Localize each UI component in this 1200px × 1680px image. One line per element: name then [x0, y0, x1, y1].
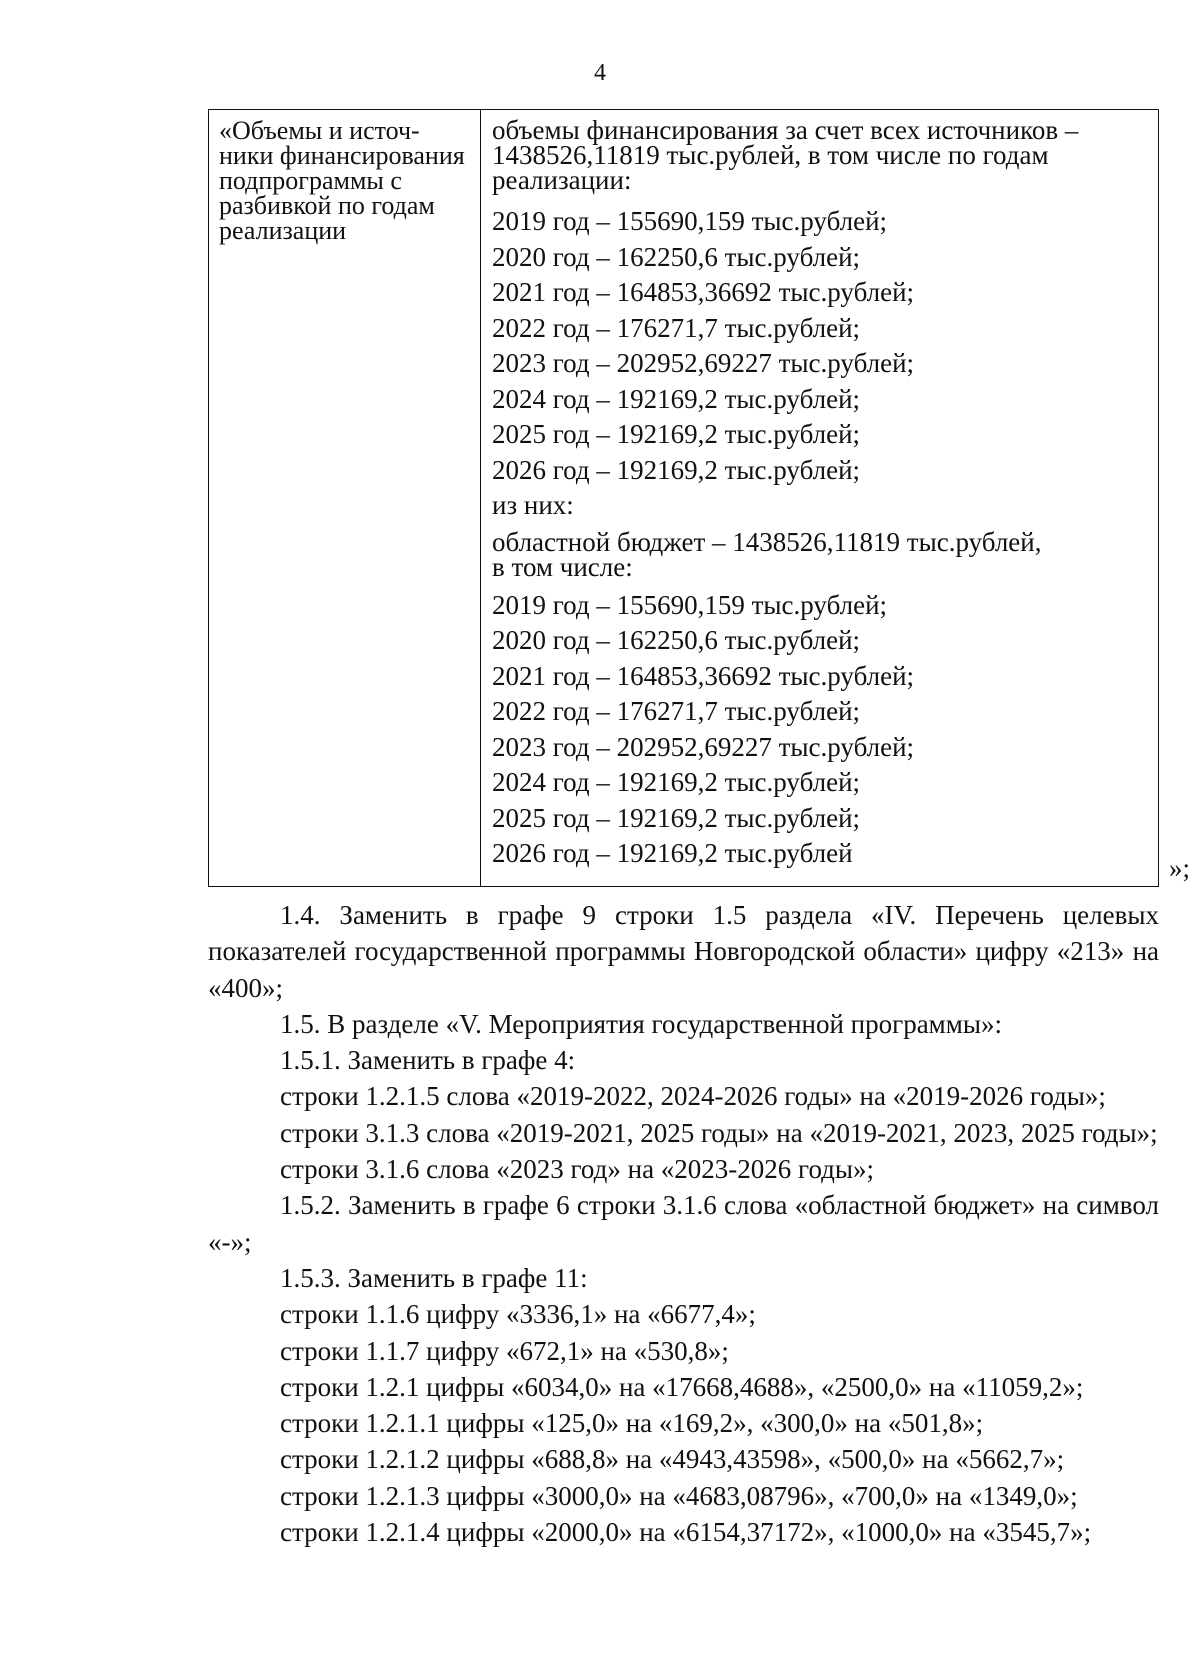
left-cell-line: подпрограммы с — [219, 166, 402, 195]
paragraph: 1.5.1. Заменить в графе 4: — [280, 1045, 576, 1076]
intro-line: 1438526,11819 тыс.рублей, в том числе по годам — [492, 140, 1049, 170]
table-closing-quote: »; — [1169, 853, 1191, 883]
year-oblast-line: 2021 год – 164853,36692 тыс.рублей; — [492, 660, 915, 691]
table-right-cell — [492, 115, 1152, 872]
intro-line: объемы финансирования за счет всех источников – — [492, 115, 1079, 145]
year-oblast-line: 2024 год – 192169,2 тыс.рублей; — [492, 767, 861, 797]
table-column-divider — [480, 110, 481, 886]
left-cell-line: разбивкой по годам — [219, 191, 435, 220]
body-text — [208, 897, 1159, 1550]
year-total-line: 2020 год – 162250,6 тыс.рублей; — [492, 241, 861, 272]
paragraph: 1.4. Заменить в графе 9 строки 1.5 раздела «IV. Перечень целевых показателей государственной программы Новгородской области» цифру «213» на «400»; — [208, 900, 1159, 1003]
oblast-budget — [492, 526, 1152, 582]
paragraph: строки 3.1.3 слова «2019-2021, 2025 годы» на «2019-2021, 2023, 2025 годы»; — [280, 1117, 1158, 1148]
year-oblast-line: 2022 год – 176271,7 тыс.рублей; — [492, 696, 861, 726]
paragraph: 1.5.3. Заменить в графе 11: — [280, 1262, 588, 1293]
year-oblast-line: 2023 год – 202952,69227 тыс.рублей; — [492, 731, 915, 762]
year-total-line: 2025 год – 192169,2 тыс.рублей; — [492, 419, 861, 449]
left-cell-line: ники финансирования — [219, 141, 465, 170]
years-total-list — [492, 204, 1152, 488]
paragraph: строки 1.2.1.1 цифры «125,0» на «169,2», «300,0» на «501,8»; — [280, 1408, 984, 1439]
financing-intro — [492, 115, 1152, 195]
paragraph: 1.5.2. Заменить в графе 6 строки 3.1.6 слова «областной бюджет» на символ «-»; — [208, 1190, 1159, 1257]
paragraph: строки 1.1.6 цифру «3336,1» на «6677,4»; — [280, 1299, 756, 1330]
paragraph: строки 3.1.6 слова «2023 год» на «2023-2026 годы»; — [280, 1154, 875, 1185]
left-cell-line: «Объемы и источ- — [219, 116, 420, 145]
oblast-line: областной бюджет – 1438526,11819 тыс.рублей, — [492, 526, 1042, 557]
page-number: 4 — [594, 60, 606, 86]
paragraph: строки 1.2.1.2 цифры «688,8» на «4943,43598», «500,0» на «5662,7»; — [280, 1444, 1065, 1475]
table-left-cell — [219, 118, 474, 243]
paragraph: строки 1.1.7 цифру «672,1» на «530,8»; — [280, 1335, 729, 1366]
left-cell-line: реализации — [219, 216, 347, 245]
year-oblast-line: 2020 год – 162250,6 тыс.рублей; — [492, 625, 861, 655]
year-total-line: 2023 год – 202952,69227 тыс.рублей; — [492, 348, 915, 378]
paragraph: строки 1.2.1 цифры «6034,0» на «17668,4688», «2500,0» на «11059,2»; — [280, 1371, 1084, 1402]
paragraph: строки 1.2.1.5 слова «2019-2022, 2024-2026 годы» на «2019-2026 годы»; — [280, 1081, 1106, 1112]
intro-line: реализации: — [492, 165, 632, 195]
of-them-label: из них: — [492, 490, 574, 520]
years-oblast-list — [492, 588, 1152, 872]
financing-table — [208, 109, 1159, 887]
year-total-line: 2019 год – 155690,159 тыс.рублей; — [492, 206, 888, 236]
year-total-line: 2022 год – 176271,7 тыс.рублей; — [492, 312, 861, 343]
year-total-line: 2024 год – 192169,2 тыс.рублей; — [492, 383, 861, 414]
year-oblast-line: 2026 год – 192169,2 тыс.рублей — [492, 838, 853, 868]
year-oblast-line: 2019 год – 155690,159 тыс.рублей; — [492, 589, 888, 620]
year-total-line: 2026 год – 192169,2 тыс.рублей; — [492, 454, 861, 485]
year-total-line: 2021 год – 164853,36692 тыс.рублей; — [492, 277, 915, 307]
paragraph: строки 1.2.1.4 цифры «2000,0» на «6154,37172», «1000,0» на «3545,7»; — [280, 1517, 1092, 1548]
year-oblast-line: 2025 год – 192169,2 тыс.рублей; — [492, 802, 861, 833]
paragraph: 1.5. В разделе «V. Мероприятия государственной программы»: — [280, 1008, 1002, 1039]
paragraph: строки 1.2.1.3 цифры «3000,0» на «4683,08796», «700,0» на «1349,0»; — [280, 1480, 1078, 1511]
oblast-line: в том числе: — [492, 551, 633, 582]
